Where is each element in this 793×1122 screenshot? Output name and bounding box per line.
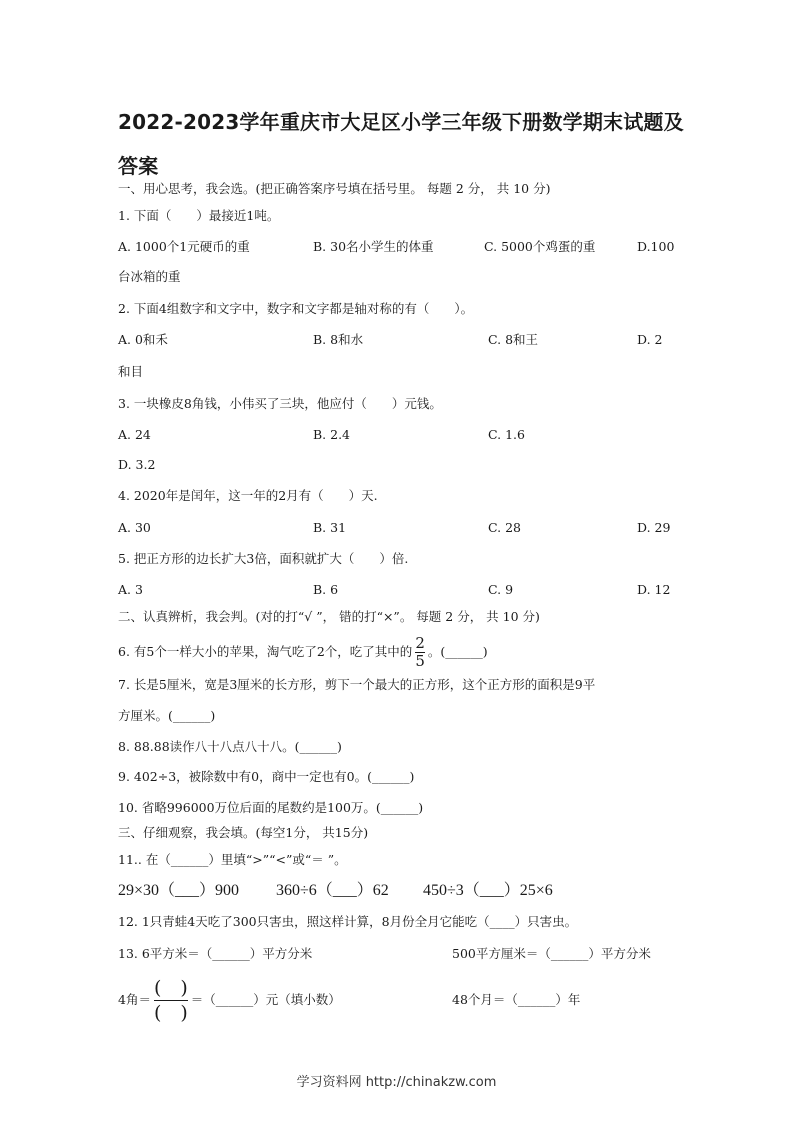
- question-10: 10. 省略996000万位后面的尾数约是100万。(______): [118, 800, 424, 815]
- question-13-d: 48个月＝（______）年: [452, 992, 581, 1007]
- question-11: 11.. 在（______）里填“>”“<”或“＝ ”。: [118, 852, 347, 867]
- q5-option-a: A. 3: [118, 582, 143, 597]
- question-7-line-2: 方厘米。(______): [118, 708, 216, 723]
- question-1: 1. 下面（ ）最接近1吨。: [118, 208, 280, 223]
- q2-option-b: B. 8和水: [313, 332, 364, 347]
- question-5: 5. 把正方形的边长扩大3倍，面积就扩大（ ）倍.: [118, 551, 409, 566]
- question-2: 2. 下面4组数字和文字中，数字和文字都是轴对称的有（ ）。: [118, 301, 474, 316]
- q3-option-b: B. 2.4: [313, 427, 351, 442]
- q6-fraction: [415, 636, 425, 669]
- footer-watermark: 学习资料网 http://chinakzw.com: [296, 1075, 497, 1090]
- question-9: 9. 402÷3，被除数中有0，商中一定也有0。(______): [118, 769, 415, 784]
- q4-option-a: A. 30: [118, 520, 151, 535]
- q6-numerator: 2: [415, 634, 425, 652]
- q2-option-a: A. 0和禾: [118, 332, 168, 347]
- q6-text: 6. 有5个一样大小的苹果，淘气吃了2个，吃了其中的: [118, 644, 413, 659]
- section-3-heading: 三、仔细观察，我会填。(每空1分， 共15分): [118, 825, 369, 840]
- q11-expression-2: 360÷6（___）62: [276, 882, 389, 899]
- q13c-fraction: [154, 977, 188, 1024]
- q13c-denominator: ( ): [153, 1002, 188, 1024]
- q2-option-c: C. 8和王: [488, 332, 539, 347]
- question-13-a: 13. 6平方米＝（______）平方分米: [118, 946, 313, 961]
- q1-option-b: B. 30名小学生的体重: [313, 239, 434, 254]
- question-12: 12. 1只青蛙4天吃了300只害虫，照这样计算，8月份全月它能吃（____）只害虫。: [118, 914, 578, 929]
- q4-option-b: B. 31: [313, 520, 347, 535]
- q3-option-c: C. 1.6: [488, 427, 525, 442]
- q13c-answer: ＝（______）元（填小数）: [190, 992, 341, 1007]
- q13c-numerator: ( ): [153, 977, 188, 999]
- q11-expression-1: 29×30（___）900: [118, 882, 240, 899]
- q2-option-d-cont: 和目: [118, 364, 144, 379]
- q6-denominator: 5: [415, 652, 425, 670]
- q4-option-c: C. 28: [488, 520, 521, 535]
- q2-option-d: D. 2: [637, 332, 663, 347]
- question-4: 4. 2020年是闰年，这一年的2月有（ ）天.: [118, 488, 378, 503]
- page-title: 2022-2023学年重庆市大足区小学三年级下册数学期末试题及答案: [118, 110, 684, 178]
- q4-option-d: D. 29: [637, 520, 671, 535]
- q1-option-d-cont: 台冰箱的重: [118, 269, 181, 284]
- q1-option-c: C. 5000个鸡蛋的重: [484, 239, 596, 254]
- question-8: 8. 88.88读作八十八点八十八。(______): [118, 739, 342, 754]
- q1-option-a: A. 1000个1元硬币的重: [118, 239, 250, 254]
- q1-option-d: D.100: [637, 239, 675, 254]
- section-2-heading: 二、认真辨析，我会判。(对的打“√ ”， 错的打“×”。 每题 2 分， 共 10 分): [118, 609, 540, 624]
- q13c-label: 4角＝: [118, 992, 151, 1007]
- q5-option-b: B. 6: [313, 582, 339, 597]
- question-3: 3. 一块橡皮8角钱，小伟买了三块，他应付（ ）元钱。: [118, 396, 442, 411]
- q5-option-c: C. 9: [488, 582, 514, 597]
- q3-option-a: A. 24: [118, 427, 151, 442]
- q3-option-d: D. 3.2: [118, 457, 156, 472]
- question-13-c: [118, 975, 341, 1025]
- q11-expression-3: 450÷3（___）25×6: [423, 882, 553, 899]
- q5-option-d: D. 12: [637, 582, 671, 597]
- question-7-line-1: 7. 长是5厘米，宽是3厘米的长方形，剪下一个最大的正方形，这个正方形的面积是9平: [118, 677, 596, 692]
- question-6: [118, 633, 488, 671]
- q6-answer-blank: 。(______): [427, 644, 488, 659]
- question-13-b: 500平方厘米＝（______）平方分米: [452, 946, 651, 961]
- section-1-heading: 一、用心思考，我会选。(把正确答案序号填在括号里。 每题 2 分， 共 10 分): [118, 181, 551, 196]
